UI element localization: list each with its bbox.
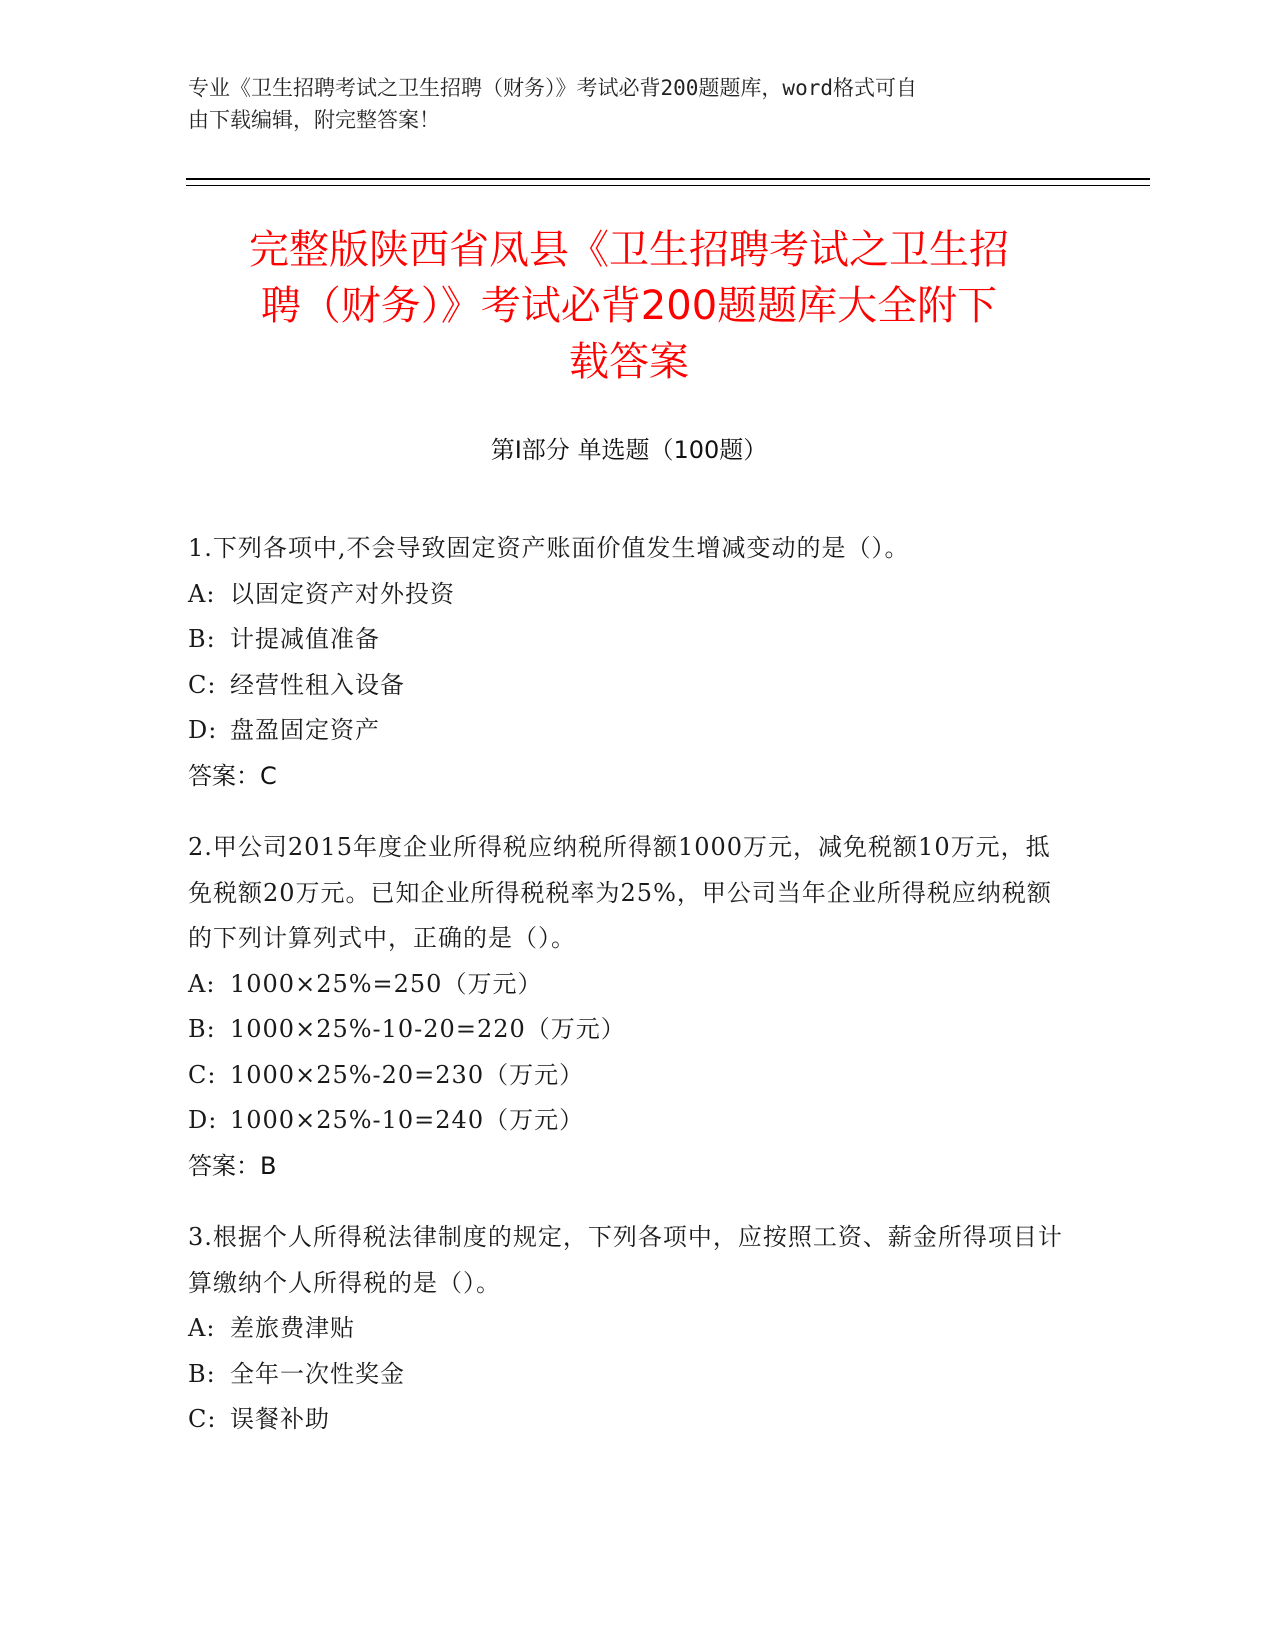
question-list (188, 526, 1068, 1469)
option-key: C: (188, 1060, 217, 1089)
question-1 (188, 526, 1068, 799)
option-key: C: (188, 670, 217, 699)
question-stem: 1.下列各项中,不会导致固定资产账面价值发生增减变动的是（）。 (188, 534, 910, 562)
option-d (188, 1098, 1068, 1144)
question-stem: 2.甲公司2015年度企业所得税应纳税所得额1000万元，减免税额10万元，抵免税额20万元。已知企业所得税税率为25%，甲公司当年企业所得税应纳税额的下列计算列式中，正确的是（）。 (188, 833, 1052, 952)
header-divider-thin (186, 185, 1150, 186)
option-key: A: (188, 579, 216, 608)
title-line2: 聘（财务）》考试必背200题题库大全附下 (260, 283, 998, 329)
option-text: 差旅费津贴 (230, 1314, 355, 1342)
option-b (188, 1352, 1068, 1398)
header-note (188, 72, 1088, 136)
option-text: 误餐补助 (230, 1405, 330, 1433)
option-key: A: (188, 969, 216, 998)
option-text: 全年一次性奖金 (230, 1359, 405, 1388)
option-key: C: (188, 1405, 217, 1433)
option-text: 1000×25%-10-20=220（万元） (230, 1015, 626, 1043)
header-note-line1: 专业《卫生招聘考试之卫生招聘（财务）》考试必背200题题库，word格式可自 (188, 76, 917, 100)
option-key: B: (188, 1015, 216, 1043)
header-note-line2: 由下载编辑，附完整答案！ (188, 108, 440, 132)
document-title (186, 222, 1072, 390)
option-a (188, 1306, 1068, 1352)
option-b (188, 617, 1068, 663)
section-heading: 第Ⅰ部分 单选题（100题） (490, 436, 768, 464)
option-key: A: (188, 1314, 216, 1342)
option-key: D: (188, 1106, 218, 1134)
option-c (188, 663, 1068, 709)
answer: 答案：C (188, 761, 277, 790)
option-text: 1000×25%-10=240（万元） (230, 1106, 585, 1134)
option-key: B: (188, 625, 216, 653)
option-text: 盘盈固定资产 (230, 716, 380, 744)
option-text: 1000×25%-20=230（万元） (230, 1060, 585, 1089)
option-key: D: (188, 716, 218, 744)
title-line3: 载答案 (569, 339, 689, 385)
option-d (188, 708, 1068, 754)
option-c (188, 1053, 1068, 1099)
option-b (188, 1007, 1068, 1053)
option-key: B: (188, 1359, 216, 1388)
option-text: 经营性租入设备 (230, 670, 405, 699)
option-c (188, 1397, 1068, 1443)
option-text: 计提减值准备 (230, 625, 380, 653)
option-a (188, 572, 1068, 618)
answer: 答案：B (188, 1151, 277, 1180)
header-divider-thick (186, 178, 1150, 180)
option-text: 1000×25%=250（万元） (230, 969, 543, 998)
option-text: 以固定资产对外投资 (230, 579, 455, 608)
option-a (188, 962, 1068, 1008)
question-3 (188, 1215, 1068, 1443)
question-2 (188, 825, 1068, 1189)
title-line1: 完整版陕西省凤县《卫生招聘考试之卫生招 (249, 227, 1009, 273)
question-stem: 3.根据个人所得税法律制度的规定，下列各项中，应按照工资、薪金所得项目计算缴纳个人所得税的是（）。 (188, 1223, 1063, 1297)
